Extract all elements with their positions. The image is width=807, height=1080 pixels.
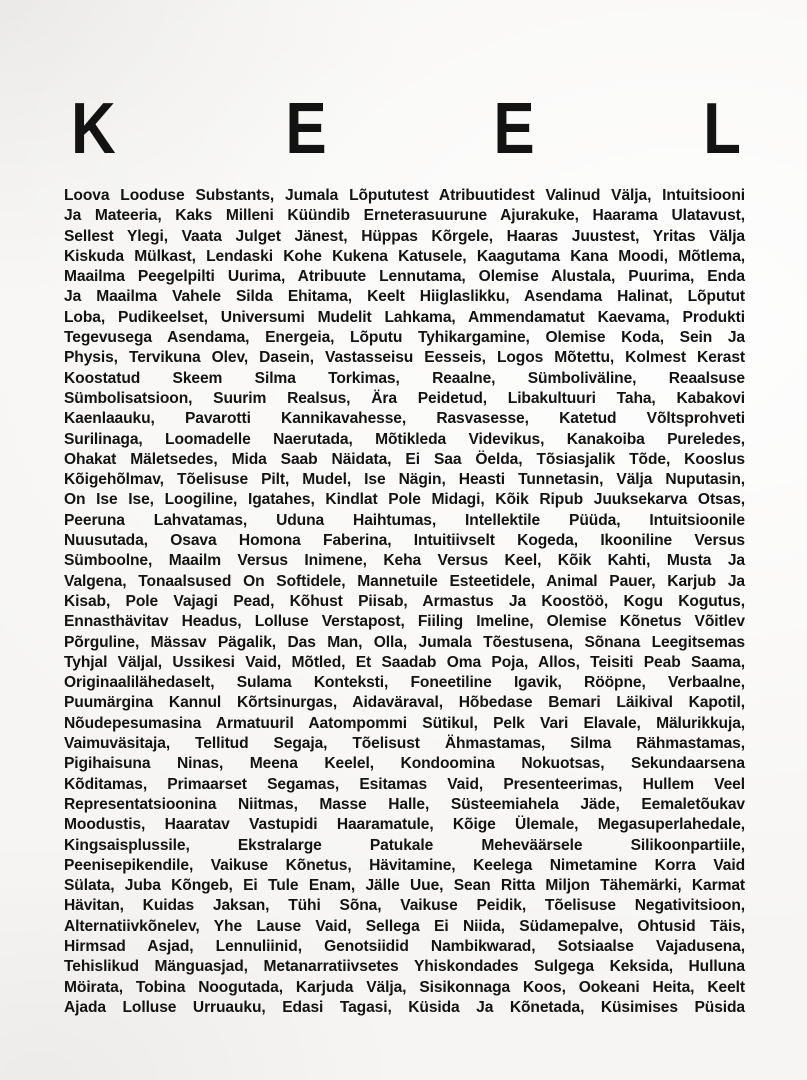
text-line: Ohakat Mäletsedes, Mida Saab Näidata, Ei Saa Öelda, Tõsiasjalik Tõde, Kooslus: [64, 450, 745, 468]
text-line: Ja Mateeria, Kaks Milleni Küündib Erneterasuurune Ajurakuke, Haarama Ulatavust,: [64, 207, 745, 225]
text-line: Nõudepesumasina Armatuuril Aatompommi Sütikul, Pelk Vari Elavale, Mälurikkuja,: [64, 714, 745, 732]
text-line: Tehislikud Mänguasjad, Metanarratiivsetes Yhiskondades Sulgega Keksida, Hulluna: [64, 958, 745, 976]
text-line: Loba, Pudikeelset, Universumi Mudelit Lahkama, Ammendamatut Kaevama, Produkti: [64, 308, 745, 326]
text-line: Physis, Tervikuna Olev, Dasein, Vastasseisu Eesseis, Logos Mõtettu, Kolmest Kerast: [64, 349, 745, 367]
text-line: Surilinaga, Loomadelle Naerutada, Mõtikleda Videvikus, Kanakoiba Pureledes,: [64, 430, 745, 448]
poster-body-text: [64, 186, 745, 1018]
title-letter-k: K: [71, 89, 116, 169]
text-line: Möirata, Tobina Noogutada, Karjuda Välja, Sisikonnaga Koos, Ookeani Heita, Keelt: [64, 978, 745, 996]
text-line: Loova Looduse Substants, Jumala Lõpututest Atribuutidest Valinud Välja, Intuitsiooni: [64, 187, 745, 204]
text-line: On Ise Ise, Loogiline, Igatahes, Kindlat Pole Midagi, Kõik Ripub Juuksekarva Otsas,: [64, 491, 745, 509]
text-line: Moodustis, Haaratav Vastupidi Haaramatule, Kõige Ülemale, Megasuperlahedale,: [64, 816, 745, 834]
text-line: Kõditamas, Primaarset Segamas, Esitamas Vaid, Presenteerimas, Hullem Veel: [64, 775, 745, 793]
text-line: Alternatiivkõnelev, Yhe Lause Vaid, Sellega Ei Niida, Südamepalve, Ohtusid Täis,: [64, 917, 745, 935]
text-line: Valgena, Tonaalsused On Softidele, Mannetuile Esteetidele, Animal Pauer, Karjub Ja: [64, 572, 745, 590]
text-line: Peenisepikendile, Vaikuse Kõnetus, Hävitamine, Keelega Nimetamine Korra Vaid: [64, 856, 745, 874]
text-line: Hävitan, Kuidas Jaksan, Tühi Sõna, Vaikuse Peidik, Tõelisuse Negativitsioon,: [64, 897, 745, 915]
title-letter-l: L: [703, 89, 741, 169]
text-line: Ennasthävitav Headus, Lolluse Verstapost, Fiiling Imeline, Olemise Kõnetus Võitlev: [64, 613, 745, 631]
text-line: Maailma Peegelpilti Uurima, Atribuute Lennutama, Olemise Alustala, Puurima, Enda: [64, 268, 745, 286]
text-line: Ajada Lolluse Urruauku, Edasi Tagasi, Küsida Ja Kõnetada, Küsimises Püsida: [64, 998, 745, 1016]
text-line: Tegevusega Asendama, Energeia, Lõputu Tyhikargamine, Olemise Koda, Sein Ja: [64, 329, 745, 347]
text-line: Sellest Ylegi, Vaata Julget Jänest, Hüppas Kõrgele, Haaras Juustest, Yritas Välja: [64, 227, 745, 245]
text-line: Sümboolne, Maailm Versus Inimene, Keha Versus Keel, Kõik Kahti, Musta Ja: [64, 552, 745, 570]
title-letter-e2: E: [493, 89, 535, 169]
text-line: Puumärgina Kannul Kõrtsinurgas, Aidaväraval, Hõbedase Bemari Läikival Kapotil,: [64, 694, 745, 712]
text-line: Koostatud Skeem Silma Torkimas, Reaalne, Sümboliväline, Reaalsuse: [64, 369, 745, 387]
text-line: Originaalilähedaselt, Sulama Konteksti, Foneetiline Igavik, Rööpne, Verbaalne,: [64, 674, 745, 692]
text-line: Ja Maailma Vahele Silda Ehitama, Keelt Hiiglaslikku, Asendama Halinat, Lõputut: [64, 288, 745, 306]
title-letter-e1: E: [285, 89, 327, 169]
text-line: Kingsaisplussile, Ekstralarge Patukale Meheväärsele Silikoonpartiile,: [64, 836, 745, 854]
text-line: Põrguline, Mässav Pägalik, Das Man, Olla, Jumala Tõestusena, Sõnana Leegitsemas: [64, 633, 745, 651]
text-line: Nuusutada, Osava Homona Faberina, Intuitiivselt Kogeda, Ikooniline Versus: [64, 532, 745, 550]
text-line: Sümbolisatsioon, Suurim Realsus, Ära Peidetud, Libakultuuri Taha, Kabakovi: [64, 389, 745, 407]
text-line: Peeruna Lahvatamas, Uduna Haihtumas, Intellektile Püüda, Intuitsioonile: [64, 511, 745, 529]
text-line: Representatsioonina Niitmas, Masse Halle, Süsteemiahela Jäde, Eemaletõukav: [64, 795, 745, 813]
text-line: Kaenlaauku, Pavarotti Kannikavahesse, Rasvasesse, Katetud Võltsprohveti: [64, 410, 745, 428]
text-line: Hirmsad Asjad, Lennuliinid, Genotsiidid Nambikwarad, Sotsiaalse Vajadusena,: [64, 937, 745, 955]
poster-title: [71, 89, 741, 169]
text-line: Tyhjal Väljal, Ussikesi Vaid, Mõtled, Et Saadab Oma Poja, Allos, Teisiti Peab Saama,: [64, 653, 745, 671]
text-line: Pigihaisuna Ninas, Meena Keelel, Kondoomina Nokuotsas, Sekundaarsena: [64, 755, 745, 773]
text-line: Sülata, Juba Kõngeb, Ei Tule Enam, Jälle Uue, Sean Ritta Miljon Tähemärki, Karmat: [64, 877, 745, 895]
text-line: Vaimuväsitaja, Tellitud Segaja, Tõelisust Ähmastamas, Silma Rähmastamas,: [64, 735, 745, 753]
text-line: Kiskuda Mülkast, Lendaski Kohe Kukena Katusele, Kaagutama Kana Moodi, Mõtlema,: [64, 247, 745, 265]
text-line: Kisab, Pole Vajagi Pead, Kõhust Piisab, Armastus Ja Koostöö, Kogu Kogutus,: [64, 592, 745, 610]
text-line: Kõigehõlmav, Tõelisuse Pilt, Mudel, Ise Nägin, Heasti Tunnetasin, Välja Nuputasin,: [64, 471, 745, 489]
